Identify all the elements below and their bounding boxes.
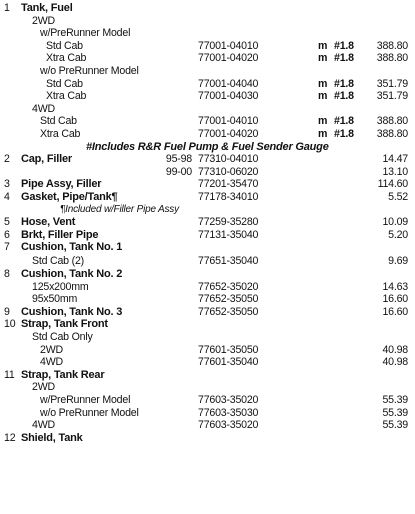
labor-hours: #1.8 [334, 90, 354, 103]
labor-hours: #1.8 [334, 39, 354, 52]
part-number: 77001-04010 [198, 115, 259, 128]
parts-list [0, 2, 415, 444]
part-price: 13.10 [382, 165, 408, 178]
part-number: 77603-35020 [198, 394, 259, 406]
part-number: 77201-35470 [198, 178, 259, 191]
part-price: 5.20 [388, 228, 408, 241]
part-variant: 2WD [32, 14, 55, 27]
part-price: 40.98 [382, 356, 408, 369]
part-name: Gasket, Pipe/Tank¶ [21, 190, 118, 203]
part-variant: Std Cab [46, 39, 83, 52]
item-number: 12 [4, 431, 16, 444]
part-number: 77001-04040 [198, 77, 259, 90]
part-number: 77310-06020 [198, 165, 259, 178]
footnote-text: ¶Included w/Filler Pipe Assy [60, 203, 179, 215]
parts-row [0, 103, 415, 116]
part-name: Strap, Tank Rear [21, 368, 105, 381]
part-variant: w/PreRunner Model [40, 394, 131, 406]
parts-row [0, 318, 415, 331]
parts-row [0, 394, 415, 407]
part-name: Hose, Vent [21, 216, 76, 229]
part-price: 351.79 [376, 90, 408, 103]
part-variant: Std Cab Only [32, 331, 93, 344]
part-variant: 2WD [40, 343, 63, 356]
part-variant: w/PreRunner Model [40, 27, 131, 40]
part-number: 77001-04010 [198, 39, 259, 52]
part-price: 16.60 [382, 293, 408, 306]
item-number: 6 [4, 228, 10, 241]
part-number: 77603-35020 [198, 419, 259, 432]
part-number: 77259-35280 [198, 216, 259, 229]
labor-flag: m [318, 77, 328, 90]
parts-row [0, 356, 415, 369]
part-price: 9.69 [388, 254, 408, 267]
item-number: 8 [4, 268, 10, 281]
part-price: 351.79 [376, 77, 408, 90]
parts-row [0, 369, 415, 382]
parts-row [0, 331, 415, 344]
part-price: 14.47 [382, 153, 408, 166]
part-name: Cushion, Tank No. 2 [21, 268, 123, 281]
parts-row [0, 432, 415, 445]
part-variant: Xtra Cab [40, 127, 81, 140]
part-number: 77001-04030 [198, 90, 259, 103]
parts-row [0, 216, 415, 229]
part-price: 10.09 [382, 216, 408, 229]
part-number: 77601-35050 [198, 343, 259, 356]
part-variant: w/o PreRunner Model [40, 64, 139, 77]
parts-row [0, 128, 415, 141]
part-name: Shield, Tank [21, 431, 83, 444]
part-number: 77310-04010 [198, 153, 259, 166]
part-number: 77603-35030 [198, 406, 259, 419]
parts-row [0, 27, 415, 40]
part-variant: Std Cab [40, 115, 77, 128]
part-price: 55.39 [382, 394, 408, 406]
parts-row [0, 15, 415, 28]
part-number: 77001-04020 [198, 52, 259, 65]
parts-row [0, 344, 415, 357]
part-number: 77131-35040 [198, 228, 259, 241]
part-variant: 4WD [40, 356, 63, 369]
item-number: 10 [4, 318, 16, 331]
part-variant: 4WD [32, 102, 55, 115]
parts-row [0, 204, 415, 217]
part-variant: Std Cab [46, 77, 83, 90]
part-variant: Xtra Cab [46, 52, 87, 65]
part-price: 388.80 [376, 115, 408, 128]
part-price: 14.63 [382, 280, 408, 293]
part-variant: 2WD [32, 381, 55, 394]
item-number: 9 [4, 305, 10, 318]
labor-flag: m [318, 90, 328, 103]
part-variant: Xtra Cab [46, 90, 87, 103]
parts-row [0, 52, 415, 65]
item-number: 2 [4, 153, 10, 166]
part-name: Cap, Filler [21, 153, 72, 166]
part-name: Brkt, Filler Pipe [21, 228, 99, 241]
parts-row [0, 65, 415, 78]
parts-row [0, 40, 415, 53]
item-number: 5 [4, 216, 10, 229]
parts-row [0, 407, 415, 420]
parts-row [0, 153, 415, 166]
labor-hours: #1.8 [334, 52, 354, 65]
item-number: 1 [4, 2, 10, 14]
labor-flag: m [318, 127, 328, 140]
item-number: 11 [4, 368, 15, 381]
part-number: 77652-35050 [198, 305, 259, 318]
part-variant: w/o PreRunner Model [40, 406, 139, 419]
parts-row [0, 281, 415, 294]
model-years: 99-00 [165, 165, 192, 178]
part-price: 55.39 [382, 406, 408, 419]
part-number: 77178-34010 [198, 190, 259, 203]
parts-row [0, 381, 415, 394]
item-number: 4 [4, 190, 10, 203]
item-number: 3 [4, 178, 10, 191]
part-price: 114.60 [377, 178, 408, 191]
labor-hours: #1.8 [334, 77, 354, 90]
parts-row [0, 254, 415, 268]
part-number: 77601-35040 [198, 356, 259, 369]
parts-row [0, 191, 415, 204]
part-price: 388.80 [376, 52, 408, 65]
part-variant: 95x50mm [32, 293, 78, 306]
part-price: 40.98 [382, 343, 408, 356]
part-price: 5.52 [388, 190, 408, 203]
model-years: 95-98 [165, 153, 192, 166]
item-number: 7 [4, 241, 10, 254]
part-name: Cushion, Tank No. 3 [21, 305, 123, 318]
part-name: Tank, Fuel [21, 2, 73, 14]
part-price: 388.80 [376, 39, 408, 52]
parts-row [0, 293, 415, 306]
footnote-text: #Includes R&R Fuel Pump & Fuel Sender Gauge [86, 140, 329, 153]
parts-row [0, 178, 415, 191]
part-variant: Std Cab (2) [32, 254, 84, 267]
part-price: 388.80 [376, 127, 408, 140]
part-variant: 125x200mm [32, 280, 89, 293]
part-price: 55.39 [382, 419, 408, 432]
part-name: Strap, Tank Front [21, 318, 108, 331]
parts-row [0, 90, 415, 103]
labor-flag: m [318, 39, 328, 52]
part-number: 77001-04020 [198, 127, 259, 140]
parts-row [0, 241, 415, 254]
part-name: Cushion, Tank No. 1 [21, 241, 123, 254]
labor-hours: #1.8 [334, 115, 354, 128]
part-variant: 4WD [32, 419, 55, 432]
parts-row [0, 166, 415, 179]
parts-row [0, 141, 415, 154]
part-name: Pipe Assy, Filler [21, 178, 102, 191]
part-number: 77651-35040 [198, 254, 259, 267]
parts-row [0, 229, 415, 242]
parts-row [0, 2, 415, 15]
labor-hours: #1.8 [334, 127, 354, 140]
part-price: 16.60 [382, 305, 408, 318]
part-number: 77652-35020 [198, 280, 259, 293]
parts-row [0, 306, 415, 319]
parts-row [0, 78, 415, 91]
labor-flag: m [318, 115, 328, 128]
parts-row [0, 419, 415, 432]
part-number: 77652-35050 [198, 293, 259, 306]
parts-row [0, 115, 415, 128]
parts-row [0, 268, 415, 281]
labor-flag: m [318, 52, 328, 65]
